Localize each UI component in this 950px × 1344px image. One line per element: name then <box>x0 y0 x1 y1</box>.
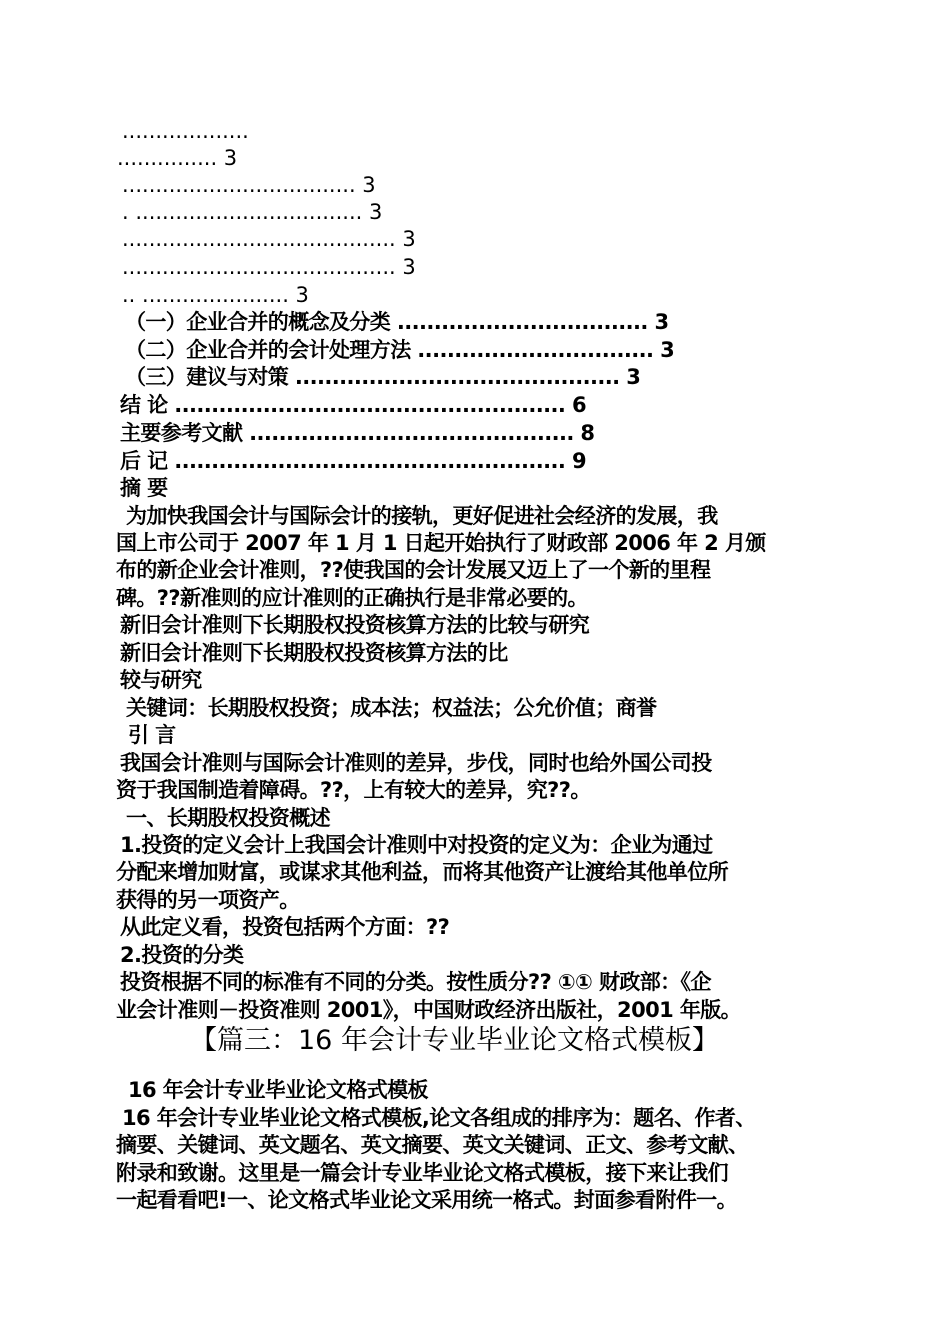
paper-title-line-2: 新旧会计准则下长期股权投资核算方法的比 <box>120 641 508 665</box>
abstract-heading: 摘 要 <box>120 476 168 500</box>
toc-dots-line-3: ................................... 3 <box>122 173 376 197</box>
abstract-line-1: 为加快我国会计与国际会计的接轨，更好促进社会经济的发展，我 <box>126 504 718 528</box>
section-1-p3-line-2: 业会计准则－投资准则 2001》，中国财政经济出版社，2001 年版。 <box>116 998 742 1022</box>
abstract-line-2: 国上市公司于 2007 年 1 月 1 日起开始执行了财政部 2006 年 2 月颁 <box>116 531 766 555</box>
section-1-p2: 从此定义看，投资包括两个方面：?? <box>120 915 450 939</box>
section-1-p3-line-1: 投资根据不同的标准有不同的分类。按性质分?? ①① 财政部：《企 <box>120 970 711 994</box>
part3-line-2: 摘要、关键词、英文题名、英文摘要、英文关键词、正文、参考文献、 <box>116 1133 749 1157</box>
toc-item-2: （二）企业合并的会计处理方法 ................................ 3 <box>125 338 675 362</box>
section-1-p1-line-2: 分配来增加财富，或谋求其他利益，而将其他资产让渡给其他单位所 <box>116 860 728 884</box>
part3-line-3: 附录和致谢。这里是一篇会计专业毕业论文格式模板，接下来让我们 <box>116 1161 728 1185</box>
intro-heading: 引 言 <box>128 723 176 747</box>
section-1-p1-line-1: 1.投资的定义会计上我国会计准则中对投资的定义为：企业为通过 <box>120 833 713 857</box>
paper-title-line-3: 较与研究 <box>120 668 202 692</box>
toc-postscript: 后 记 ..................................................... 9 <box>120 449 586 473</box>
intro-line-2: 资于我国制造着障碍。??，上有较大的差异，究??。 <box>116 778 591 802</box>
toc-dots-line-6: ......................................... 3 <box>122 255 416 279</box>
toc-dots-line-4: . .................................. 3 <box>122 200 383 224</box>
part3-title: 【篇三：16 年会计专业毕业论文格式模板】 <box>190 1025 719 1056</box>
toc-dots-line-7: .. ...................... 3 <box>122 283 309 307</box>
part3-line-1: 16 年会计专业毕业论文格式模板,论文各组成的排序为：题名、作者、 <box>122 1106 756 1130</box>
toc-item-3: （三）建议与对策 ............................................ 3 <box>125 365 641 389</box>
toc-references: 主要参考文献 ............................................ 8 <box>120 421 595 445</box>
toc-conclusion: 结 论 ..................................................... 6 <box>120 393 586 417</box>
paper-title-line-1: 新旧会计准则下长期股权投资核算方法的比较与研究 <box>120 613 590 637</box>
toc-dots-line-5: ......................................... 3 <box>122 227 416 251</box>
toc-dots-line-2: ............... 3 <box>117 146 238 170</box>
section-1-sub2-heading: 2.投资的分类 <box>120 943 244 967</box>
keywords: 关键词：长期股权投资；成本法；权益法；公允价值；商誉 <box>126 696 657 720</box>
toc-dots-line-1: ................... <box>122 119 249 143</box>
abstract-line-3: 布的新企业会计准则，??使我国的会计发展又迈上了一个新的里程 <box>116 558 711 582</box>
abstract-line-4: 碑。??新准则的应计准则的正确执行是非常必要的。 <box>116 586 588 610</box>
toc-item-1: （一）企业合并的概念及分类 .................................. 3 <box>125 310 669 334</box>
intro-line-1: 我国会计准则与国际会计准则的差异，步伐，同时也给外国公司投 <box>120 751 712 775</box>
part3-subtitle: 16 年会计专业毕业论文格式模板 <box>128 1078 428 1102</box>
part3-line-4: 一起看看吧!一、论文格式毕业论文采用统一格式。封面参看附件一。 <box>116 1188 737 1212</box>
section-1-heading: 一、长期股权投资概述 <box>126 806 330 830</box>
section-1-p1-line-3: 获得的另一项资产。 <box>116 888 300 912</box>
